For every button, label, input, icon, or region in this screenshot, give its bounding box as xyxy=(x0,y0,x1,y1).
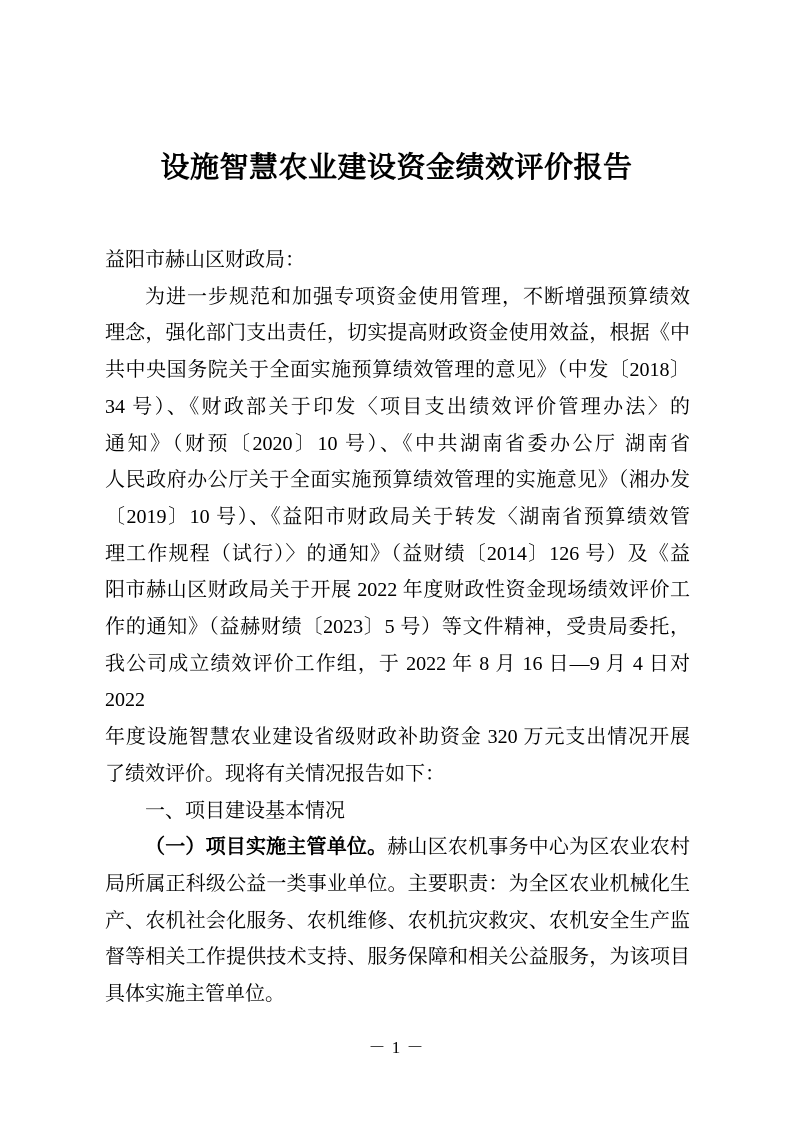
subsection-paragraph-line: 具体实施主管单位。 xyxy=(105,983,285,1006)
document-title: 设施智慧农业建设资金绩效评价报告 xyxy=(160,152,633,184)
intro-paragraph-line: 通知》（财预〔2020〕10 号）、《中共湖南省委办公厅 湖南省 xyxy=(105,432,690,455)
intro-paragraph-line: 理念，强化部门支出责任，切实提高财政资金使用效益，根据《中 xyxy=(105,322,690,345)
subsection-paragraph-line: 督等相关工作提供技术支持、服务保障和相关公益服务，为该项目 xyxy=(105,946,690,969)
intro-paragraph-line: 了绩效评价。现将有关情况报告如下： xyxy=(105,762,445,785)
subsection-title: （一）项目实施主管单位。 xyxy=(145,836,388,859)
subsection-paragraph-line: 产、农机社会化服务、农机维修、农机抗灾救灾、农机安全生产监 xyxy=(105,909,690,932)
intro-paragraph-line: 34 号）、《财政部关于印发〈项目支出绩效评价管理办法〉的 xyxy=(105,395,690,418)
document-body xyxy=(105,242,690,1013)
subsection-text: 赫山区农机事务中心为区农业农村 xyxy=(387,836,691,859)
intro-paragraph-line: 年度设施智慧农业建设省级财政补助资金 320 万元支出情况开展 xyxy=(105,726,690,749)
intro-paragraph-line: 作的通知》（益赫财绩〔2023〕5 号）等文件精神，受贵局委托， xyxy=(105,616,690,639)
section-heading: 一、项目建设基本情况 xyxy=(145,799,345,822)
intro-paragraph-line: 阳市赫山区财政局关于开展 2022 年度财政性资金现场绩效评价工 xyxy=(105,579,690,602)
subsection-paragraph-line: 局所属正科级公益一类事业单位。主要职责：为全区农业机械化生 xyxy=(105,872,690,895)
subsection-paragraph-line xyxy=(105,829,690,866)
intro-paragraph-line: 理工作规程（试行）〉的通知》（益财绩〔2014〕126 号）及《益 xyxy=(105,542,690,565)
intro-paragraph-line: 为进一步规范和加强专项资金使用管理，不断增强预算绩效 xyxy=(145,285,690,308)
page-number: － 1 － xyxy=(368,1038,425,1057)
intro-paragraph-line: 人民政府办公厅关于全面实施预算绩效管理的实施意见》（湘办发 xyxy=(105,469,690,492)
intro-paragraph-line: 〔2019〕10 号）、《益阳市财政局关于转发〈湖南省预算绩效管 xyxy=(105,505,690,528)
intro-paragraph-line: 共中央国务院关于全面实施预算绩效管理的意见》（中发〔2018〕 xyxy=(105,359,690,382)
intro-paragraph-line: 我公司成立绩效评价工作组，于 2022 年 8 月 16 日—9 月 4 日对 2022 xyxy=(105,652,690,712)
salutation: 益阳市赫山区财政局： xyxy=(105,249,305,271)
